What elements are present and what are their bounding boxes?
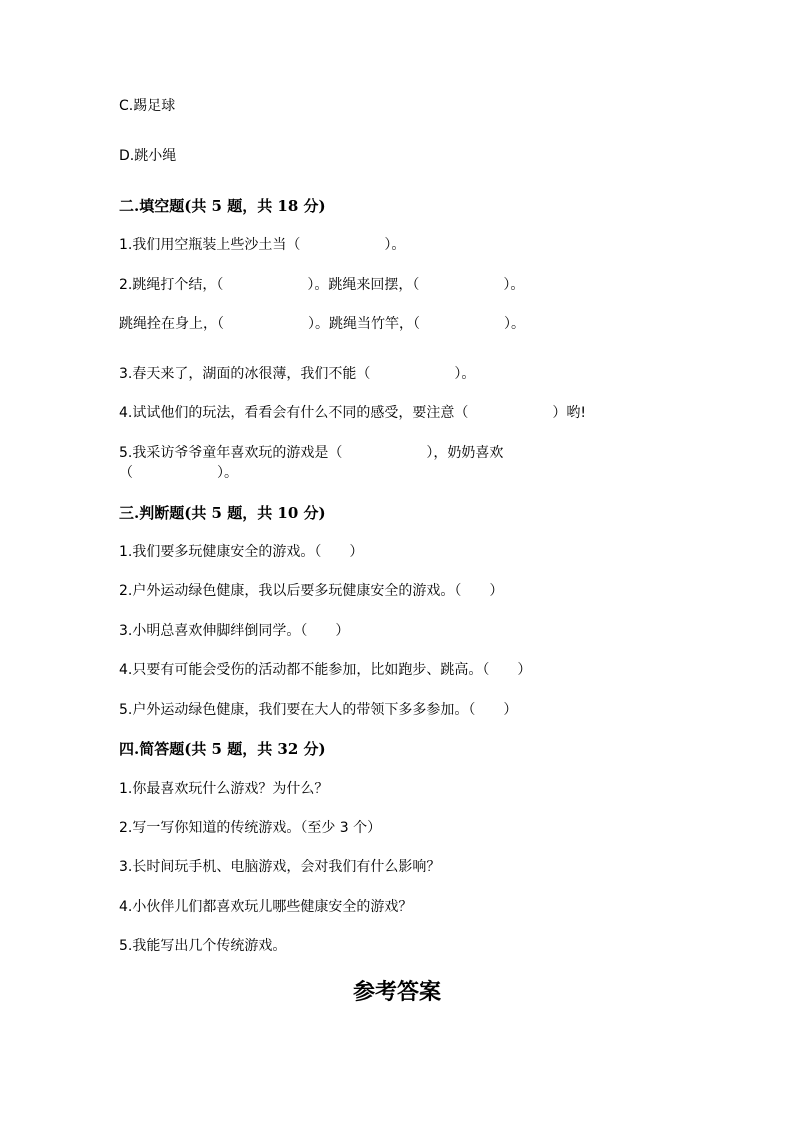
short-answer-question-3: 3.长时间玩手机、电脑游戏，会对我们有什么影响？ — [119, 859, 441, 875]
fill-blank-question-5: 5.我采访爷爷童年喜欢玩的游戏是（ ），奶奶喜欢 — [119, 445, 504, 461]
short-answer-question-4: 4.小伙伴儿们都喜欢玩儿哪些健康安全的游戏？ — [119, 899, 413, 915]
option-c: C.踢足球 — [119, 98, 176, 114]
short-answer-question-5: 5.我能写出几个传统游戏。 — [119, 938, 287, 954]
short-answer-question-1: 1.你最喜欢玩什么游戏？为什么？ — [119, 781, 329, 797]
fill-blank-question-4: 4.试试他们的玩法，看看会有什么不同的感受，要注意（ ）哟! — [119, 405, 586, 421]
fill-blank-question-2: 2.跳绳打个结，（ ）。跳绳来回摆，（ ）。 — [119, 277, 525, 293]
fill-blank-question-5-continued: （ ）。 — [119, 465, 238, 481]
answer-key-title: 参考答案 — [352, 979, 441, 1005]
fill-blank-question-1: 1.我们用空瓶装上些沙土当（ ）。 — [119, 237, 406, 253]
true-false-question-2: 2.户外运动绿色健康，我以后要多玩健康安全的游戏。（ ） — [119, 583, 504, 599]
fill-blank-question-3: 3.春天来了，湖面的冰很薄，我们不能（ ）。 — [119, 366, 476, 382]
section-heading-fill-blank: 二.填空题(共 5 题，共 18 分) — [119, 197, 326, 215]
true-false-question-1: 1.我们要多玩健康安全的游戏。（ ） — [119, 544, 364, 560]
true-false-question-4: 4.只要有可能会受伤的活动都不能参加，比如跑步、跳高。（ ） — [119, 662, 532, 678]
true-false-question-5: 5.户外运动绿色健康，我们要在大人的带领下多多参加。（ ） — [119, 702, 518, 718]
option-d: D.跳小绳 — [119, 148, 177, 164]
true-false-question-3: 3.小明总喜欢伸脚绊倒同学。（ ） — [119, 623, 350, 639]
section-heading-short-answer: 四.简答题(共 5 题，共 32 分) — [119, 740, 326, 758]
fill-blank-question-2-continued: 跳绳拴在身上，（ ）。跳绳当竹竿，（ ）。 — [119, 316, 525, 332]
short-answer-question-2: 2.写一写你知道的传统游戏。（至少 3 个） — [119, 820, 382, 836]
section-heading-true-false: 三.判断题(共 5 题，共 10 分) — [119, 504, 326, 522]
